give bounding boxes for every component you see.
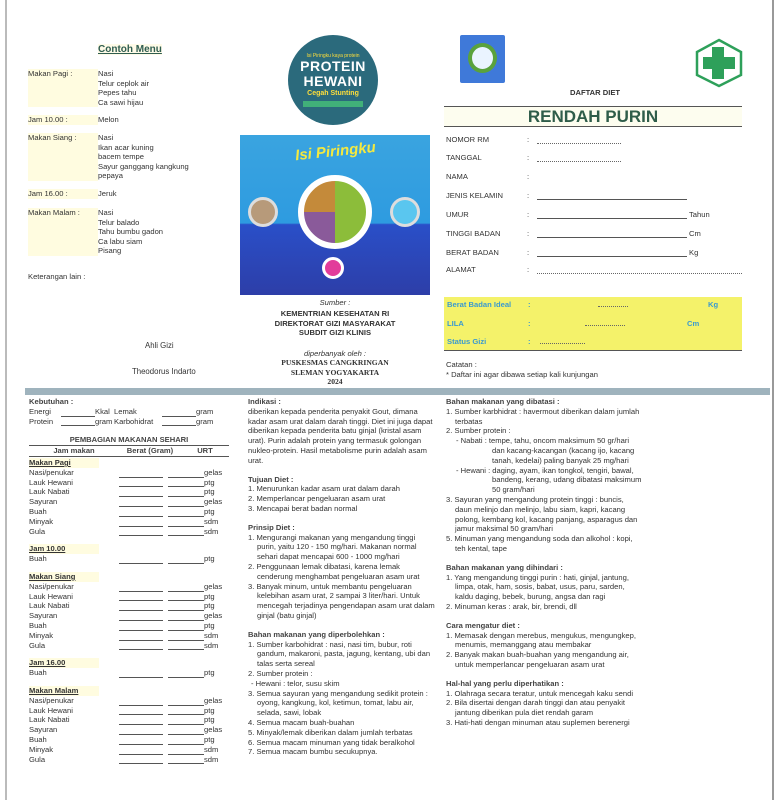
table-row bbox=[29, 621, 234, 631]
division-section-title: Makan Malam bbox=[29, 686, 99, 696]
urt-unit: ptg bbox=[204, 668, 215, 678]
menu-time-label: Makan Pagi : bbox=[28, 69, 98, 107]
section-title: Prinsip Diet : bbox=[248, 522, 295, 532]
highlight-field bbox=[447, 319, 699, 328]
menu-item: Nasi bbox=[98, 69, 114, 78]
source-lines bbox=[240, 309, 430, 338]
source-line: KEMENTRIAN KESEHATAN RI bbox=[280, 309, 390, 318]
note-label: Catatan : bbox=[446, 360, 477, 369]
menu-row bbox=[28, 133, 189, 181]
menu-item: pepaya bbox=[98, 171, 123, 181]
menu-title: Contoh Menu bbox=[98, 44, 162, 55]
needs-unit: gram bbox=[196, 416, 214, 426]
section-item: 1. Memasak dengan merebus, mengukus, mengungkep, menumis, memanggang atau membakar bbox=[446, 630, 636, 650]
table-row bbox=[29, 696, 234, 706]
division-header bbox=[29, 445, 229, 457]
weight-input[interactable] bbox=[119, 747, 163, 755]
food-group: Gula bbox=[29, 526, 46, 536]
field-colon: : bbox=[527, 153, 530, 162]
menu-item: Tahu bumbu gadon bbox=[98, 227, 164, 237]
notes-label: Keterangan lain : bbox=[28, 272, 86, 281]
table-row bbox=[29, 611, 234, 621]
field-input[interactable] bbox=[537, 231, 687, 238]
weight-input[interactable] bbox=[119, 509, 163, 517]
table-row bbox=[29, 554, 234, 564]
food-group: Nasi/penukar bbox=[29, 581, 74, 591]
section-title: Cara mengatur diet : bbox=[446, 620, 520, 630]
urt-input[interactable] bbox=[168, 479, 204, 487]
section-item: 5. Minuman yang mengandung soda dan alkohol : kopi, teh kental, tape bbox=[446, 534, 633, 553]
weight-input[interactable] bbox=[119, 470, 163, 478]
urt-input[interactable] bbox=[168, 642, 204, 650]
menu-items bbox=[98, 69, 149, 107]
table-row bbox=[29, 641, 234, 651]
needs-label: Energi bbox=[29, 406, 51, 416]
menu-row bbox=[28, 69, 149, 107]
field-input[interactable] bbox=[537, 155, 621, 162]
weight-input[interactable] bbox=[119, 623, 163, 631]
section-item: 1. Sumber karbohidrat : nasi, nasi tim, bubur, roti gandum, makaroni, pasta, jagung, kentang, ubi dan talas serta sereal bbox=[248, 639, 431, 669]
field-unit: Cm bbox=[689, 229, 701, 238]
form-field bbox=[446, 135, 621, 144]
table-row bbox=[29, 668, 234, 678]
urt-input[interactable] bbox=[168, 747, 204, 755]
section-title: Tujuan Diet : bbox=[248, 474, 294, 484]
needs-input bbox=[61, 418, 95, 426]
food-group: Lauk Hewani bbox=[29, 591, 73, 601]
urt-input[interactable] bbox=[168, 603, 204, 611]
menu-item: Telur ceplok air bbox=[98, 78, 150, 88]
scan-edge-left bbox=[5, 0, 7, 800]
urt-unit: ptg bbox=[204, 477, 215, 487]
weight-input[interactable] bbox=[119, 756, 163, 764]
urt-input[interactable] bbox=[168, 528, 204, 536]
table-row bbox=[29, 592, 234, 602]
divider bbox=[444, 126, 742, 127]
copied-org bbox=[240, 358, 430, 387]
needs-unit: gram bbox=[196, 406, 214, 416]
urt-unit: sdm bbox=[204, 744, 219, 754]
urt-unit: ptg bbox=[204, 506, 215, 516]
table-row bbox=[29, 507, 234, 517]
section-item: 6. Semua macam minuman yang tidak beralkohol bbox=[248, 737, 415, 747]
table-row bbox=[29, 478, 234, 488]
weight-input[interactable] bbox=[119, 670, 163, 678]
field-label: TANGGAL bbox=[446, 153, 482, 162]
field-input[interactable] bbox=[537, 250, 687, 257]
section-item: 2. Sumber protein : bbox=[446, 426, 511, 436]
table-row bbox=[29, 735, 234, 745]
urt-unit: gelas bbox=[204, 581, 223, 591]
highlight-unit: Kg bbox=[708, 300, 719, 309]
needs-label: Lemak bbox=[114, 406, 137, 416]
field-label: NOMOR RM bbox=[446, 135, 490, 144]
form-title: RENDAH PURIN bbox=[444, 107, 742, 127]
section-item: 1. Menurunkan kadar asam urat dalam darah bbox=[248, 484, 400, 494]
copied-label: diperbanyak oleh : bbox=[303, 349, 367, 358]
urt-unit: sdm bbox=[204, 516, 219, 526]
weight-input[interactable] bbox=[119, 603, 163, 611]
urt-input[interactable] bbox=[168, 737, 204, 745]
field-colon: : bbox=[528, 300, 531, 309]
weight-input[interactable] bbox=[119, 528, 163, 536]
field-colon: : bbox=[527, 172, 530, 181]
section-title: Bahan makanan yang dihindari : bbox=[446, 562, 563, 572]
urt-input[interactable] bbox=[168, 593, 204, 601]
weight-input[interactable] bbox=[119, 717, 163, 725]
menu-items bbox=[98, 208, 163, 256]
water-icon bbox=[390, 197, 420, 227]
menu-item: bacem tempe bbox=[98, 152, 145, 162]
weight-input[interactable] bbox=[119, 642, 163, 650]
section-divider-band bbox=[25, 388, 770, 395]
highlight-label: Status Gizi bbox=[447, 337, 487, 346]
highlight-field bbox=[447, 300, 718, 309]
urt-input[interactable] bbox=[168, 698, 204, 706]
urt-unit: ptg bbox=[204, 601, 215, 611]
poster-subtitle: Cegah Stunting bbox=[307, 90, 359, 97]
urt-input[interactable] bbox=[168, 470, 204, 478]
field-colon: : bbox=[527, 265, 530, 274]
section-title: Bahan makanan yang dibatasi : bbox=[446, 397, 560, 406]
field-label: UMUR bbox=[446, 210, 469, 219]
food-group: Sayuran bbox=[29, 611, 58, 621]
needs-unit: Kkal bbox=[95, 406, 110, 416]
division-section-title: Makan Siang bbox=[29, 572, 99, 582]
source-label: Sumber : bbox=[319, 298, 351, 307]
menu-items bbox=[98, 115, 119, 125]
food-group: Gula bbox=[29, 754, 46, 764]
division-section-title: Jam 16.00 bbox=[29, 658, 99, 668]
form-field bbox=[446, 229, 701, 238]
field-unit: Kg bbox=[689, 248, 699, 257]
weight-input[interactable] bbox=[119, 499, 163, 507]
table-row bbox=[29, 468, 234, 478]
section-item: 2. Minuman keras : arak, bir, brendi, dll bbox=[446, 601, 577, 611]
food-group: Minyak bbox=[29, 630, 54, 640]
table-row bbox=[29, 582, 234, 592]
field-colon: : bbox=[528, 337, 531, 346]
needs-input bbox=[61, 409, 95, 417]
form-field bbox=[446, 153, 621, 162]
needs-row bbox=[29, 417, 234, 427]
food-group: Buah bbox=[29, 668, 47, 678]
section-item: 3. Sayuran yang mengandung protein tinggi : buncis, daun melinjo dan melinjo, labu siam, kapri, kacang polong, kembang kol, kacang panjang, asparagus dan jamur maksimal 50 gram/hari bbox=[446, 494, 638, 534]
urt-unit: ptg bbox=[204, 705, 215, 715]
bowl-icon bbox=[248, 197, 278, 227]
urt-input[interactable] bbox=[168, 584, 204, 592]
food-group: Lauk Nabati bbox=[29, 601, 70, 611]
section-item: 4. Semua macam buah-buahan bbox=[248, 717, 355, 727]
division-section-title: Makan Pagi bbox=[29, 458, 99, 468]
urt-unit: sdm bbox=[204, 640, 219, 650]
urt-input[interactable] bbox=[168, 556, 204, 564]
table-row bbox=[29, 631, 234, 641]
food-group: Sayuran bbox=[29, 497, 58, 507]
urt-unit: ptg bbox=[204, 487, 215, 497]
weight-input[interactable] bbox=[119, 593, 163, 601]
weight-input[interactable] bbox=[119, 613, 163, 621]
table-row bbox=[29, 517, 234, 527]
table-row bbox=[29, 497, 234, 507]
field-label: BERAT BADAN bbox=[446, 248, 499, 257]
form-field bbox=[446, 191, 687, 200]
diet-info-right bbox=[446, 397, 642, 728]
col-header: URT bbox=[197, 446, 213, 456]
weight-input[interactable] bbox=[119, 479, 163, 487]
section-item: 3. Semua sayuran yang mengandung sedikit protein : oyong, kangkung, kol, ketimun, tomat, labu air, selada, sawi, lobak bbox=[248, 688, 428, 718]
section-item: 2. Penggunaan lemak dibatasi, karena lemak cenderung menghambat pengeluaran asam urat bbox=[248, 561, 420, 581]
menu-item: Telur balado bbox=[98, 217, 140, 227]
section-item: - Nabati : tempe, tahu, oncom maksimum 50 gr/hari dan kacang-kacangan (kacang ijo, kacang tanah, kedelai) paling banyak 25 mg/hari bbox=[456, 436, 635, 465]
scan-edge-right bbox=[772, 0, 774, 800]
table-row bbox=[29, 527, 234, 537]
food-group: Lauk Nabati bbox=[29, 487, 70, 497]
urt-input[interactable] bbox=[168, 613, 204, 621]
org-line: SLEMAN YOGYAKARTA bbox=[290, 367, 380, 377]
poster-title-2: HEWANI bbox=[303, 73, 363, 89]
needs-input bbox=[162, 409, 196, 417]
form-field bbox=[446, 210, 710, 219]
highlight-label: Berat Badan Ideal bbox=[447, 300, 512, 309]
menu-item: Jeruk bbox=[98, 189, 117, 198]
field-colon: : bbox=[527, 191, 530, 200]
field-colon: : bbox=[527, 229, 530, 238]
section-item: 2. Sumber protein : bbox=[248, 668, 313, 678]
protein-hewani-logo bbox=[288, 35, 378, 125]
section-item: 7. Semua macam bumbu secukupnya. bbox=[248, 747, 378, 757]
urt-unit: ptg bbox=[204, 591, 215, 601]
food-group: Buah bbox=[29, 554, 47, 564]
section-paragraph: diberikan kepada penderita penyakit Gout, dimana kadar asam urat dalam darah tinggi. Diet ini juga dapat diberikan kepada penderita batu ginjal (kristal asam urat). Purin adalah protein yang termasuk golongan nukleo-protein. Hasil metabolisme purin adalah asam urat. bbox=[248, 406, 433, 465]
urt-input[interactable] bbox=[168, 717, 204, 725]
section-item: - Hewani : telor, susu skim bbox=[251, 678, 340, 688]
needs-label: Protein bbox=[29, 416, 54, 426]
weight-input[interactable] bbox=[119, 584, 163, 592]
food-group: Lauk Nabati bbox=[29, 715, 70, 725]
section-item: 1. Mengurangi makanan yang mengandung tinggi purin, yaitu 120 - 150 mg/hari. Makanan normal sehari dapat mencapai 600 - 1000 mg/hari bbox=[248, 532, 417, 562]
field-label: TINGGI BADAN bbox=[446, 229, 501, 238]
menu-items bbox=[98, 189, 117, 199]
needs-title: Kebutuhan : bbox=[29, 397, 74, 406]
activity-icon bbox=[322, 257, 344, 279]
plate-title: Isi Piringku bbox=[294, 138, 377, 165]
source-line: DIREKTORAT GIZI MASYARAKAT bbox=[274, 318, 396, 328]
field-input[interactable] bbox=[540, 337, 585, 344]
menu-item: Ca labu siam bbox=[98, 236, 143, 246]
section-title: Indikasi : bbox=[248, 397, 281, 406]
section-item: 3. Banyak minum, untuk membantu pengeluaran kelebihan asam urat, 2 sampai 3 liter/hari. Untuk mencegah terjadinya pengendapan asam urat dalam ginjal (batu ginjal) bbox=[248, 581, 435, 620]
weight-input[interactable] bbox=[119, 737, 163, 745]
section-item: 1. Olahraga secara teratur, untuk mencegah kaku sendi bbox=[446, 688, 634, 698]
menu-items bbox=[98, 133, 189, 181]
sleman-emblem-icon bbox=[460, 35, 505, 83]
urt-unit: ptg bbox=[204, 715, 215, 725]
weight-input[interactable] bbox=[119, 727, 163, 735]
field-colon: : bbox=[527, 210, 530, 219]
menu-time-label: Jam 10.00 : bbox=[28, 115, 98, 125]
urt-input[interactable] bbox=[168, 623, 204, 631]
urt-unit: gelas bbox=[204, 611, 223, 621]
food-group: Nasi/penukar bbox=[29, 695, 74, 705]
menu-row bbox=[28, 208, 163, 256]
food-group: Minyak bbox=[29, 516, 54, 526]
menu-item: Pepes tahu bbox=[98, 88, 137, 98]
poster-title-1: PROTEIN bbox=[300, 58, 366, 74]
section-item: 5. Minyak/lemak diberikan dalam jumlah terbatas bbox=[248, 727, 413, 737]
menu-item: Ikan acar kuning bbox=[98, 142, 154, 152]
urt-input[interactable] bbox=[168, 489, 204, 497]
section-item: 2. Banyak makan buah-buahan yang mengandung air, untuk memperlancar pengeluaran asam urat bbox=[446, 650, 629, 669]
food-group: Sayuran bbox=[29, 725, 58, 735]
urt-input[interactable] bbox=[168, 499, 204, 507]
section-item: 2. Memperlancar pengeluaran asam urat bbox=[248, 494, 386, 504]
note-text: * Daftar ini agar dibawa setiap kali kunjungan bbox=[446, 370, 598, 379]
field-unit: Tahun bbox=[689, 210, 710, 219]
urt-input[interactable] bbox=[168, 519, 204, 527]
table-row bbox=[29, 755, 234, 765]
highlight-label: LILA bbox=[447, 319, 464, 328]
weight-input[interactable] bbox=[119, 698, 163, 706]
table-row bbox=[29, 715, 234, 725]
food-group: Minyak bbox=[29, 744, 54, 754]
needs-unit: gram bbox=[95, 416, 113, 426]
plate-icon bbox=[298, 175, 372, 249]
field-label: JENIS KELAMIN bbox=[446, 191, 503, 200]
needs-row bbox=[29, 407, 234, 417]
poster-small-text: Isi Piringku kaya protein bbox=[306, 53, 360, 59]
col-header: Berat (Gram) bbox=[126, 446, 174, 456]
weight-input[interactable] bbox=[119, 556, 163, 564]
field-input[interactable] bbox=[598, 300, 628, 307]
source-line: SUBDIT GIZI KLINIS bbox=[298, 328, 372, 337]
section-title: Bahan makanan yang diperbolehkan : bbox=[248, 629, 385, 639]
menu-row bbox=[28, 115, 119, 125]
menu-time-label: Jam 16.00 : bbox=[28, 189, 98, 199]
food-group: Buah bbox=[29, 734, 47, 744]
highlight-field bbox=[447, 337, 585, 346]
isi-piringku-poster bbox=[240, 135, 430, 295]
menu-item: Ca sawi hijau bbox=[98, 97, 144, 107]
form-heading: DAFTAR DIET bbox=[570, 88, 621, 97]
menu-item: Sayur ganggang kangkung bbox=[98, 161, 189, 171]
table-row bbox=[29, 745, 234, 755]
urt-input[interactable] bbox=[168, 509, 204, 517]
col-header: Jam makan bbox=[53, 446, 95, 456]
menu-time-label: Makan Malam : bbox=[28, 208, 98, 256]
menu-item: Nasi bbox=[98, 133, 114, 142]
highlight-unit: Cm bbox=[687, 319, 700, 328]
field-colon: : bbox=[527, 135, 530, 144]
table-row bbox=[29, 487, 234, 497]
urt-unit: gelas bbox=[204, 467, 223, 477]
diet-info-middle bbox=[248, 397, 436, 757]
section-item: 1. Yang mengandung tinggi purin : hati, ginjal, jantung, limpa, otak, ham, sosis, babat, usus, paru, sarden, kaldu daging, bebek, burung, angsa dan ragi bbox=[446, 572, 629, 602]
menu-item: Nasi bbox=[98, 208, 114, 217]
table-row bbox=[29, 601, 234, 611]
field-input[interactable] bbox=[537, 212, 687, 219]
form-field bbox=[446, 248, 698, 257]
weight-input[interactable] bbox=[119, 633, 163, 641]
field-colon: : bbox=[528, 319, 531, 328]
needs-input bbox=[162, 418, 196, 426]
section-item: - Hewani : daging, ayam, ikan tongkol, tengiri, bawal, bandeng, kerang, udang dibatasi maksimum 50 gram/hari bbox=[456, 465, 642, 495]
table-row bbox=[29, 725, 234, 735]
form-field bbox=[446, 265, 742, 274]
field-label: NAMA bbox=[446, 172, 468, 181]
field-input[interactable] bbox=[537, 137, 621, 144]
urt-unit: gelas bbox=[204, 497, 223, 507]
urt-unit: ptg bbox=[204, 734, 215, 744]
puskesmas-logo-icon bbox=[695, 38, 743, 88]
form-field bbox=[446, 172, 537, 181]
section-item: 1. Sumber karbhidrat : havermout diberikan dalam jumlah terbatas bbox=[446, 406, 640, 426]
table-row bbox=[29, 706, 234, 716]
urt-input[interactable] bbox=[168, 727, 204, 735]
food-group: Lauk Hewani bbox=[29, 705, 73, 715]
field-label: ALAMAT bbox=[446, 265, 476, 274]
menu-item: Pisang bbox=[98, 246, 122, 256]
urt-input[interactable] bbox=[168, 633, 204, 641]
urt-input[interactable] bbox=[168, 707, 204, 715]
urt-unit: ptg bbox=[204, 554, 215, 564]
division-title: PEMBAGIAN MAKANAN SEHARI bbox=[69, 435, 189, 445]
urt-input[interactable] bbox=[168, 670, 204, 678]
weight-input[interactable] bbox=[119, 519, 163, 527]
field-input[interactable] bbox=[585, 319, 625, 326]
highlight-box bbox=[444, 297, 742, 351]
field-colon: : bbox=[527, 248, 530, 257]
food-group: Buah bbox=[29, 620, 47, 630]
urt-unit: gelas bbox=[204, 725, 223, 735]
menu-time-label: Makan Siang : bbox=[28, 133, 98, 181]
urt-unit: sdm bbox=[204, 526, 219, 536]
field-input[interactable] bbox=[537, 193, 687, 200]
food-group: Buah bbox=[29, 506, 47, 516]
urt-unit: ptg bbox=[204, 620, 215, 630]
signature-role: Ahli Gizi bbox=[145, 341, 174, 350]
food-group: Lauk Hewani bbox=[29, 477, 73, 487]
section-title: Hal-hal yang perlu diperhatikan : bbox=[446, 678, 564, 688]
division-section-title: Jam 10.00 bbox=[29, 544, 99, 554]
signature-name: Theodorus Indarto bbox=[132, 367, 196, 376]
weight-input[interactable] bbox=[119, 707, 163, 715]
field-input[interactable] bbox=[537, 267, 742, 274]
weight-input[interactable] bbox=[119, 489, 163, 497]
needs-label: Karbohidrat bbox=[114, 416, 154, 426]
food-group: Nasi/penukar bbox=[29, 467, 74, 477]
needs-and-division bbox=[29, 397, 234, 764]
urt-unit: sdm bbox=[204, 754, 219, 764]
menu-item: Melon bbox=[98, 115, 119, 124]
food-group: Gula bbox=[29, 640, 46, 650]
org-line: 2024 bbox=[327, 377, 343, 386]
poster-bar bbox=[303, 101, 363, 107]
urt-input[interactable] bbox=[168, 756, 204, 764]
urt-unit: gelas bbox=[204, 695, 223, 705]
menu-row bbox=[28, 189, 117, 199]
section-item: 3. Mencapai berat badan normal bbox=[248, 503, 358, 513]
section-item: 2. Bila disertai dengan darah tinggi dan atau penyakit jantung diberikan pula diet rendah garam bbox=[446, 698, 626, 718]
org-line: PUSKESMAS CANGKRINGAN bbox=[281, 358, 389, 367]
section-item: 3. Hati-hati dengan minuman atau suplemen berenergi bbox=[446, 717, 630, 727]
urt-unit: sdm bbox=[204, 630, 219, 640]
